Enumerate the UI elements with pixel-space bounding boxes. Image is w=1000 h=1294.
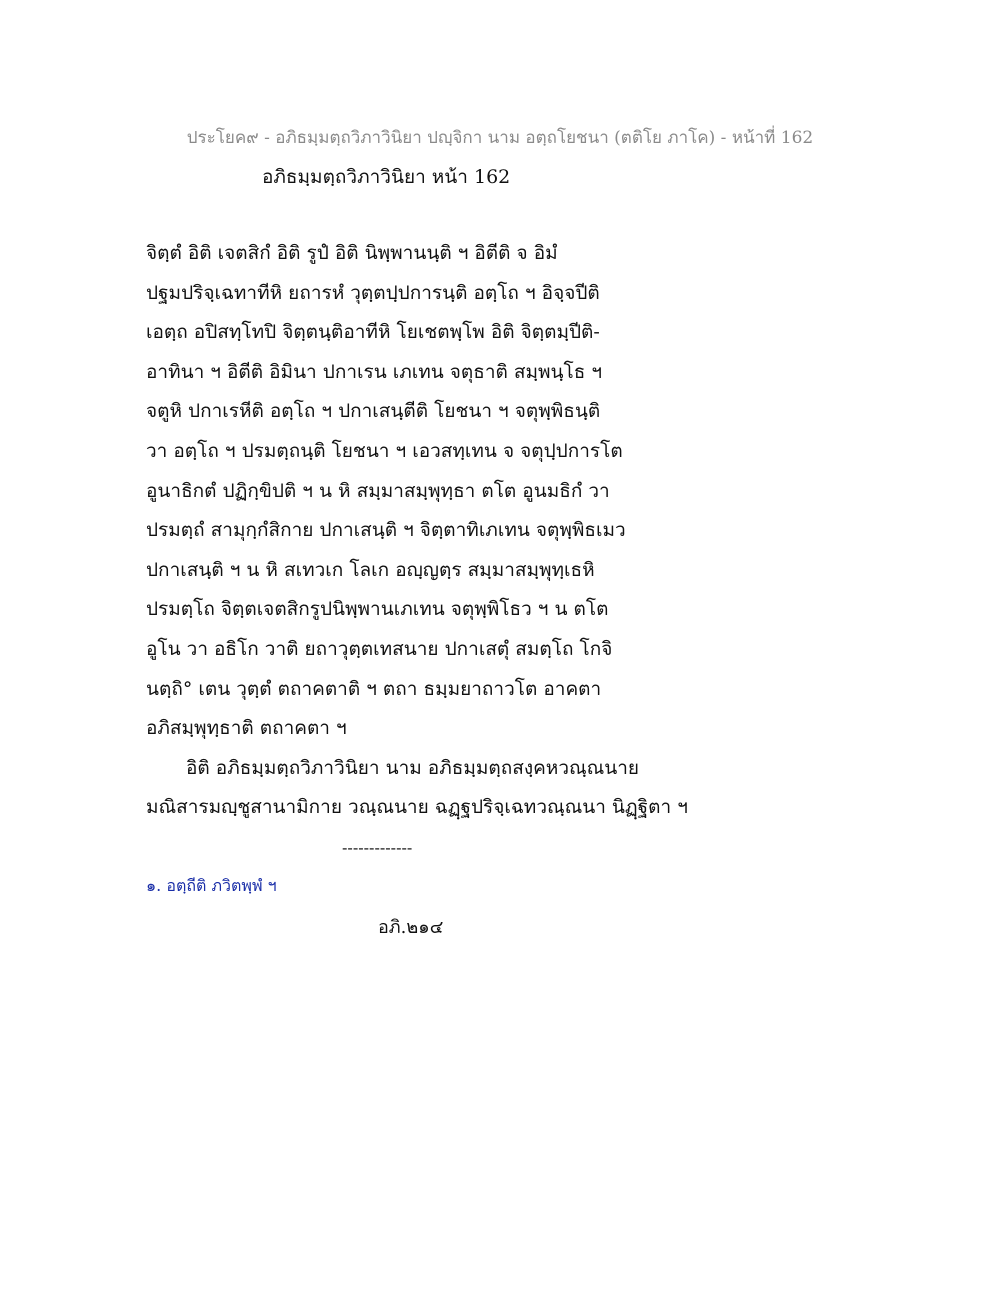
footnote: ๑. อตฺถีติ ภวิตพฺพํ ฯ	[146, 876, 277, 895]
text-line: ปฐมปริจฺเฉทาทีหิ ยถารหํ วุตฺตปฺปการนฺติ อตฺโถ ฯ อิจฺจปีติ	[146, 281, 600, 304]
text-line: ปรมตฺโถ จิตฺตเจตสิกรูปนิพฺพานเภเทน จตุพฺพิโธว ฯ น ตโต	[146, 598, 609, 621]
text-line: มณิสารมญฺชูสานามิกาย วณฺณนาย ฉฏฺฐปริจฺเฉทวณฺณนา นิฏฺฐิตา ฯ	[146, 796, 688, 819]
body-text	[146, 234, 706, 828]
footnote-divider: -------------	[342, 838, 413, 857]
text-line: อาทินา ฯ อิตีติ อิมินา ปกาเรน เภเทน จตุธาติ สมฺพนฺโธ ฯ	[146, 360, 603, 383]
text-line: จตูหิ ปกาเรหีติ อตฺโถ ฯ ปกาเสนฺตีติ โยชนา ฯ จตุพฺพิธนฺติ	[146, 400, 601, 423]
text-line: วา อตฺโถ ฯ ปรมตฺถนฺติ โยชนา ฯ เอวสทฺเทน จ จตุปฺปการโต	[146, 439, 623, 462]
text-line: นตฺถิ° เตน วุตฺตํ ตถาคตาติ ฯ ตถา ธมฺมยาถาวโต อาคตา	[146, 677, 602, 700]
text-line: ปกาเสนฺติ ฯ น หิ สเทวเก โลเก อญฺญตฺร สมฺมาสมฺพุทฺเธหิ	[146, 558, 595, 581]
text-line: อิติ อภิธมฺมตฺถวิภาวินิยา นาม อภิธมฺมตฺถสงฺคหวณฺณนาย	[186, 756, 640, 779]
text-line: อภิสมฺพุทฺธาติ ตถาคตา ฯ	[146, 717, 347, 740]
running-header: ประโยค๙ - อภิธมฺมตฺถวิภาวินิยา ปญฺจิกา นาม อตฺถโยชนา (ตติโย ภาโค) - หน้าที่ 162	[186, 128, 814, 148]
text-line: จิตฺตํ อิติ เจตสิกํ อิติ รูปํ อิติ นิพฺพานนฺติ ฯ อิตีติ จ อิมํ	[146, 242, 558, 264]
text-line: อูโน วา อธิโก วาติ ยถาวุตฺตเทสนาย ปกาเสตุํ สมตฺโถ โกจิ	[146, 637, 613, 660]
text-line: อูนาธิกตํ ปฏิกฺขิปติ ฯ น หิ สมฺมาสมฺพุทฺธา ตโต อูนมธิกํ วา	[146, 479, 610, 502]
page-code: อภิ.๒๑๔	[378, 917, 444, 938]
text-line: ปรมตฺถํ สามุกฺกํสิกาย ปกาเสนฺติ ฯ จิตฺตาทิเภเทน จตุพฺพิธเมว	[146, 519, 626, 542]
text-line: เอตฺถ อปิสทฺโทปิ จิตฺตนฺติอาทีหิ โยเชตพฺโพ อิติ จิตฺตมฺปีติ-	[146, 321, 600, 344]
page-title: อภิธมฺมตฺถวิภาวินิยา หน้า 162	[262, 166, 511, 188]
